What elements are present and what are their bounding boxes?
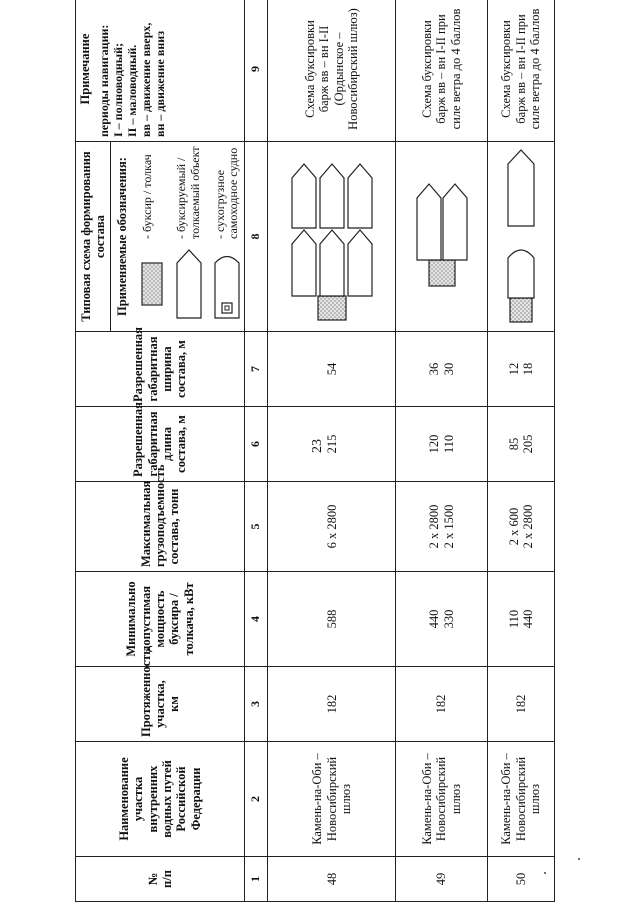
header-power: Минимально допустимая мощность буксира / толкача, кВт: [76, 572, 245, 667]
row-section: Камень-на-Оби – Новосибирский шлюз: [487, 742, 554, 857]
scheme-header-title: Типовая схема формирования состава: [76, 142, 111, 331]
header-section: Наименование участка внутренних водных путей Российской Федерации: [76, 742, 245, 857]
column-number: 1: [245, 857, 268, 902]
row-max-length: 215: [268, 407, 396, 482]
table-row: [487, 0, 554, 902]
barge-formation-table-frame: [75, 0, 555, 902]
legend: [111, 142, 244, 331]
row-note: Схема буксировки барж вв – вн I-II при силе ветра до 4 баллов: [396, 0, 488, 142]
column-number: 8: [245, 142, 268, 332]
row-note: Схема буксировки барж вв – вн I-II при силе ветра до 4 баллов: [487, 0, 554, 142]
column-number: 9: [245, 0, 268, 142]
header-max-length: Разрешенная габаритная длина состава, м: [76, 407, 245, 482]
towed-object-icon: [175, 239, 201, 329]
legend-tug-label: - буксир / толкач: [140, 154, 155, 239]
column-number: 4: [245, 572, 268, 667]
row-section: Камень-на-Оби – Новосибирский шлюз: [268, 742, 396, 857]
row-section: Камень-на-Оби – Новосибирский шлюз: [396, 742, 488, 857]
row-capacity: 2 х 600 2 х 2800: [487, 482, 554, 572]
header-max-width: Разрешенная габаритная ширина состава, м: [76, 332, 245, 407]
legend-title: Применяемые обозначения:: [115, 157, 129, 316]
formation-2-barges-icon: [407, 147, 477, 327]
row-number: 48: [268, 857, 396, 902]
column-number: 6: [245, 407, 268, 482]
header-num: № п/п: [76, 857, 245, 902]
header-length: Протяженность участка, км: [76, 667, 245, 742]
row-max-length: 85 205: [487, 407, 554, 482]
header-capacity: Максимальная грузоподъемность состава, тонн: [76, 482, 245, 572]
scan-speck: [578, 858, 580, 860]
column-number: 5: [245, 482, 268, 572]
row-max-width: 36 30: [396, 332, 488, 407]
row-capacity: 6 х 2800: [268, 482, 396, 572]
self-propelled-ship-icon: [214, 239, 240, 329]
barge-formation-table: [75, 0, 555, 902]
row-scheme-diagram: [396, 142, 488, 332]
row-max-width: 54: [268, 332, 396, 407]
row-number: 50: [487, 857, 554, 902]
scan-speck: [544, 872, 546, 874]
row-length: 182: [268, 667, 396, 742]
header-note: [76, 0, 245, 142]
formation-6-barges-icon: [282, 147, 382, 327]
formation-ship-and-barge-icon: [496, 147, 546, 327]
row-scheme-diagram: [268, 142, 396, 332]
row-power: 588: [268, 572, 396, 667]
note-header-title: Примечание: [78, 33, 92, 105]
header-row: [76, 0, 245, 902]
legend-towed-label: - буксируемый / толкаемый объект: [174, 146, 202, 239]
column-number: 3: [245, 667, 268, 742]
tug-symbol-icon: [141, 239, 163, 329]
row-max-length: 120 110: [396, 407, 488, 482]
page-number: 23: [310, 439, 325, 453]
legend-self-propelled-label: - сухогрузное самоходное судно: [212, 147, 240, 239]
row-power: 440 330: [396, 572, 488, 667]
row-power: 110 440: [487, 572, 554, 667]
row-length: 182: [396, 667, 488, 742]
row-note: Схема буксировки барж вв – вн I-II (Ордынское – Новосибирский шлюз): [268, 0, 396, 142]
column-number: 2: [245, 742, 268, 857]
column-number-row: [245, 0, 268, 902]
row-max-width: 12 18: [487, 332, 554, 407]
note-header-periods: периоды навигации: I – полноводный; II – маловодный. вв – движение вверх, вн – движение вниз: [97, 22, 167, 137]
row-scheme-diagram: [487, 142, 554, 332]
row-capacity: 2 х 2800 2 х 1500: [396, 482, 488, 572]
column-number: 7: [245, 332, 268, 407]
header-scheme: [76, 142, 245, 332]
row-length: 182: [487, 667, 554, 742]
row-number: 49: [396, 857, 488, 902]
table-row: [268, 0, 396, 902]
table-row: [396, 0, 488, 902]
